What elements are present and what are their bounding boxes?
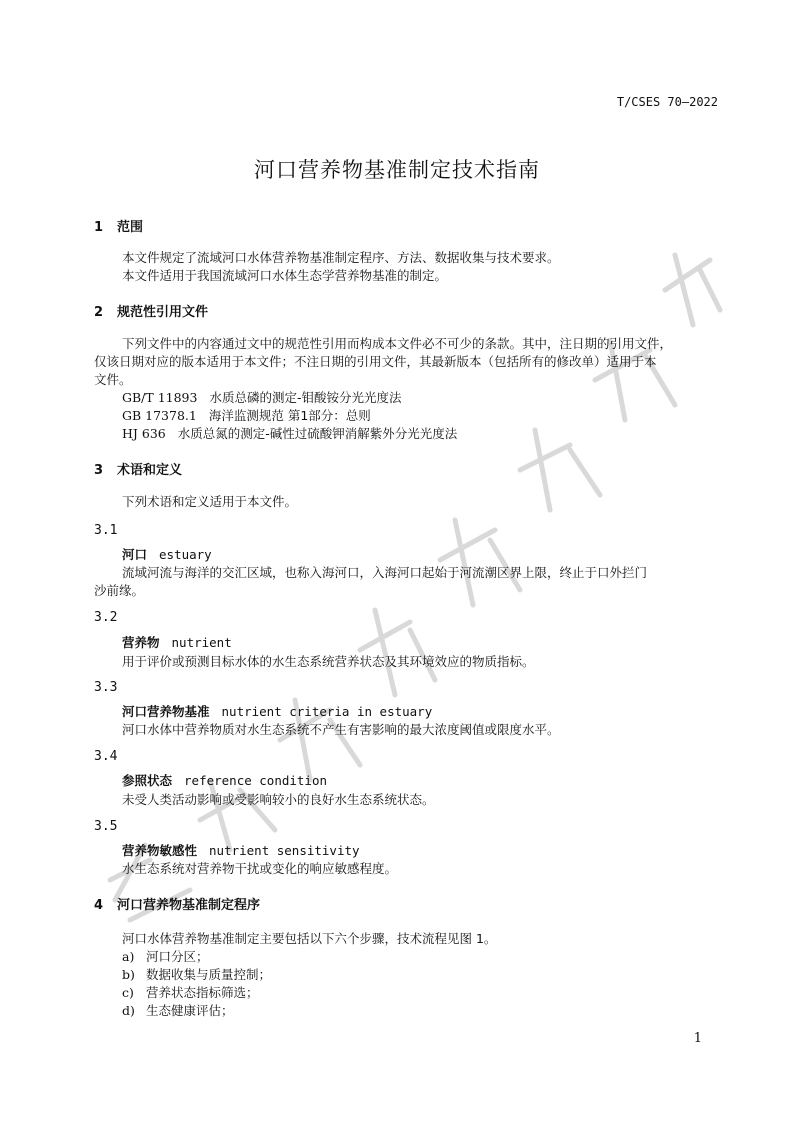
term-entry (122, 634, 232, 652)
term-zh: 河口营养物基准 (122, 704, 210, 719)
list-item (122, 948, 209, 966)
term-definition: 用于评价或预测目标水体的水生态系统营养状态及其环境效应的物质指标。 (122, 654, 535, 669)
reference-title: 海洋监测规范 第1部分：总则 (208, 408, 371, 423)
list-item (122, 984, 259, 1002)
section-title: 范围 (117, 220, 144, 235)
reference-item (122, 425, 457, 443)
section-3-heading (94, 459, 182, 478)
section-4-heading (94, 894, 260, 913)
document-code: T/CSES 70—2022 (616, 95, 718, 109)
page-number: 1 (693, 1031, 702, 1046)
paragraph: 河口水体营养物基准制定主要包括以下六个步骤，技术流程见图 1。 (122, 931, 497, 946)
reference-code: HJ 636 (122, 426, 166, 441)
section-1-heading (94, 216, 143, 235)
paragraph-line: 文件。 (94, 372, 132, 387)
term-en: reference condition (184, 773, 328, 788)
document-title: 河口营养物基准制定技术指南 (254, 158, 540, 182)
term-entry (122, 703, 432, 721)
term-entry (122, 546, 212, 564)
paragraph-line: 仅该日期对应的版本适用于本文件；不注日期的引用文件，其最新版本（包括所有的修改单）适用于本 (94, 354, 657, 369)
section-number: 3 (94, 463, 104, 478)
term-en: nutrient criteria in estuary (221, 704, 433, 719)
reference-item (122, 407, 371, 425)
list-marker: b) (122, 967, 135, 982)
term-number: 3.5 (94, 819, 118, 834)
list-marker: a) (122, 949, 135, 964)
term-number: 3.1 (94, 523, 118, 538)
reference-title: 水质总氮的测定-碱性过硫酸钾消解紫外分光光度法 (177, 426, 458, 441)
term-entry (122, 772, 327, 790)
term-zh: 参照状态 (122, 773, 173, 788)
list-item (122, 1002, 234, 1020)
list-marker: d) (122, 1003, 135, 1018)
term-en: nutrient sensitivity (209, 843, 360, 858)
term-zh: 营养物 (122, 635, 160, 650)
list-text: 生态健康评估； (146, 1003, 234, 1018)
term-entry (122, 842, 360, 860)
reference-code: GB 17378.1 (122, 408, 197, 423)
paragraph-line: 下列文件中的内容通过文中的规范性引用而构成本文件必不可少的条款。其中，注日期的引用文件， (122, 336, 673, 351)
reference-title: 水质总磷的测定-钼酸铵分光光度法 (209, 390, 402, 405)
term-en: estuary (159, 547, 212, 562)
section-title: 河口营养物基准制定程序 (117, 898, 261, 913)
reference-item (122, 389, 401, 407)
term-number: 3.3 (94, 680, 118, 695)
reference-code: GB/T 11893 (122, 390, 198, 405)
term-definition: 流域河流与海洋的交汇区域，也称入海河口，入海河口起始于河流潮区界上限，终止于口外拦门 (122, 565, 648, 580)
section-number: 2 (94, 305, 104, 320)
section-number: 4 (94, 898, 104, 913)
section-number: 1 (94, 220, 104, 235)
list-text: 河口分区； (146, 949, 209, 964)
section-title: 规范性引用文件 (117, 305, 209, 320)
term-zh: 河口 (122, 547, 148, 562)
term-number: 3.4 (94, 749, 118, 764)
paragraph: 本文件适用于我国流域河口水体生态学营养物基准的制定。 (122, 268, 448, 283)
term-en: nutrient (171, 635, 232, 650)
term-definition: 水生态系统对营养物干扰或变化的响应敏感程度。 (122, 861, 398, 876)
term-zh: 营养物敏感性 (122, 843, 198, 858)
term-number: 3.2 (94, 610, 118, 625)
section-2-heading (94, 301, 208, 320)
term-definition: 沙前缘。 (94, 583, 145, 598)
list-text: 数据收集与质量控制； (146, 967, 272, 982)
list-text: 营养状态指标筛选； (146, 985, 259, 1000)
paragraph: 本文件规定了流域河口水体营养物基准制定程序、方法、数据收集与技术要求。 (122, 250, 560, 265)
list-item (122, 966, 271, 984)
paragraph: 下列术语和定义适用于本文件。 (122, 494, 298, 509)
term-definition: 未受人类活动影响或受影响较小的良好水生态系统状态。 (122, 792, 435, 807)
list-marker: c) (122, 985, 134, 1000)
term-definition: 河口水体中营养物质对水生态系统不产生有害影响的最大浓度阈值或限度水平。 (122, 722, 560, 737)
section-title: 术语和定义 (117, 463, 183, 478)
